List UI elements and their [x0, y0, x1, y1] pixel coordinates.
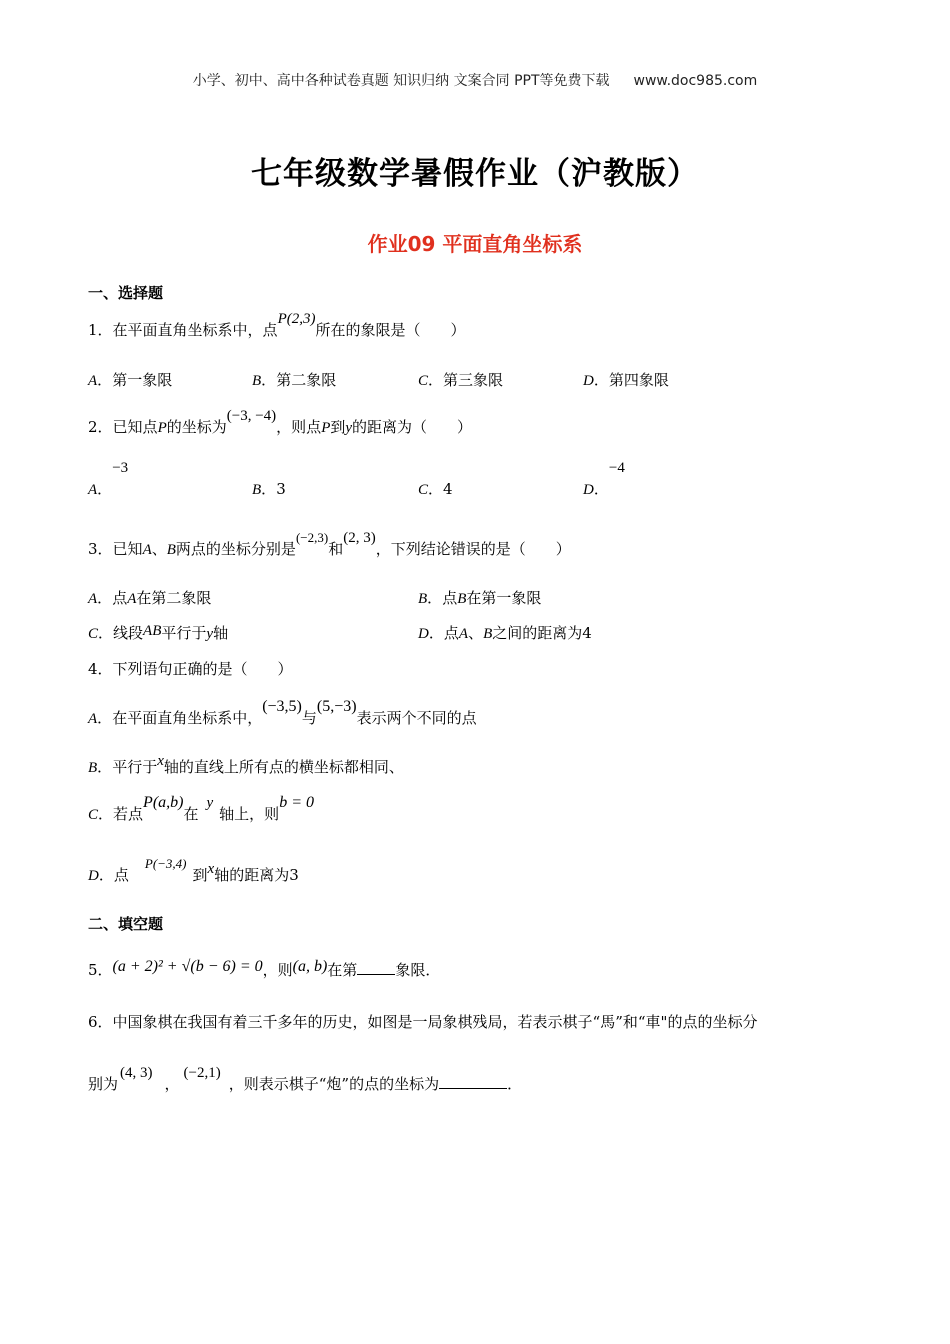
- q4-number: 4．: [88, 660, 113, 678]
- q4-c-y: y: [206, 795, 214, 811]
- q5-math-2: (a, b): [292, 958, 328, 975]
- q3-c-pre: 线段: [113, 624, 144, 642]
- q2-math: (−3, −4): [226, 408, 277, 424]
- question-6: [88, 1011, 757, 1032]
- q1-pre: 在平面直角坐标系中，点: [112, 321, 278, 339]
- q3-option-a[interactable]: A．点A在第二象限: [88, 589, 212, 607]
- q1-option-b[interactable]: B．第二象限: [252, 371, 337, 389]
- q3-b-pre: 点: [442, 589, 458, 607]
- q2-var-p2: P: [321, 420, 331, 436]
- q4-a-math-1: (−3,5): [262, 698, 302, 715]
- q2-var-y: y: [345, 420, 353, 436]
- q4-stem: 下列语句正确的是（ ）: [112, 660, 293, 678]
- q1-post: 所在的象限是（ ）: [315, 321, 466, 339]
- q3-option-c[interactable]: C．线段AB平行于y轴: [88, 623, 229, 642]
- q3-option-d[interactable]: D．点A、B之间的距离为4: [418, 624, 592, 642]
- q1-option-b-text: 第二象限: [276, 371, 337, 389]
- question-6-line-2: [88, 1065, 523, 1094]
- q1-option-c-text: 第三象限: [443, 371, 504, 389]
- q4-option-b[interactable]: B．平行于x轴的直线上所有点的横坐标都相同、: [88, 753, 404, 776]
- q1-option-d-text: 第四象限: [608, 371, 669, 389]
- q3-a-post: 在第二象限: [136, 589, 212, 607]
- q2-number: 2．: [88, 418, 113, 436]
- q2-var-p: P: [157, 420, 167, 436]
- q3-c-mid: 平行于: [161, 624, 207, 642]
- page-header: [0, 70, 950, 90]
- q2-mid3: 到: [330, 418, 346, 436]
- q2-option-a-text: −3: [112, 460, 129, 476]
- q2-post: 的距离为（ ）: [352, 418, 473, 436]
- q3-var-b: B: [166, 542, 176, 558]
- q5-answer-blank[interactable]: [357, 974, 395, 975]
- q4-c-pre: 若点: [113, 805, 144, 823]
- q1-math: P(2,3): [277, 311, 316, 327]
- q2-option-c[interactable]: C．4: [418, 480, 453, 498]
- q2-option-a[interactable]: A．−3: [88, 460, 129, 498]
- q3-var-a: A: [142, 542, 152, 558]
- q3-c-var: AB: [143, 623, 162, 639]
- q1-option-a[interactable]: A．第一象限: [88, 371, 173, 389]
- q5-number: 5．: [88, 961, 113, 979]
- q4-c-mid: 在: [183, 805, 199, 823]
- q4-b-post: 轴的直线上所有点的横坐标都相同、: [163, 758, 404, 776]
- q6-math-2: (−2,1): [183, 1065, 221, 1081]
- q6-comma: ，: [164, 1075, 180, 1093]
- section-fill: 二、填空题: [88, 915, 164, 933]
- q4-c-mid2: 轴上，则: [219, 805, 280, 823]
- q6-end: ．: [507, 1075, 523, 1093]
- q2-option-c-text: 4: [443, 480, 453, 498]
- q4-a-mid: 与: [301, 709, 317, 727]
- q3-option-b[interactable]: B．点B在第一象限: [418, 589, 542, 607]
- q6-math-1: (4, 3): [120, 1065, 153, 1081]
- q4-d-mid: 到: [192, 866, 208, 884]
- q3-c-post: 轴: [213, 624, 229, 642]
- q6-line1: 中国象棋在我国有着三千多年的历史，如图是一局象棋残局，若表示棋子“馬”和“車"的点的坐标分: [112, 1013, 758, 1031]
- q4-d-post: 轴的距离为3: [214, 866, 299, 884]
- q4-a-pre: 在平面直角坐标系中，: [112, 709, 263, 727]
- header-text: 小学、初中、高中各种试卷真题 知识归纳 文案合同 PPT等免费下载: [192, 73, 610, 89]
- q6-pre2: 别为: [88, 1075, 119, 1093]
- q1-number: 1．: [88, 321, 113, 339]
- q4-option-c[interactable]: C．若点P(a,b)在y轴上，则b = 0: [88, 794, 314, 823]
- q4-c-math: P(a,b): [143, 794, 184, 811]
- section-choice: 一、选择题: [88, 284, 164, 302]
- question-2: [88, 408, 473, 437]
- q3-number: 3．: [88, 540, 113, 558]
- q4-d-pre: 点: [113, 866, 129, 884]
- q2-option-b-text: 3: [276, 480, 286, 498]
- q2-mid2: ，则点: [276, 418, 322, 436]
- q3-a-var: A: [127, 591, 137, 607]
- question-3: [88, 530, 571, 559]
- q3-sep: 、: [151, 540, 167, 558]
- q4-c-math-2: b = 0: [279, 794, 314, 811]
- q4-b-pre: 平行于: [112, 758, 158, 776]
- q3-d-b: B: [483, 626, 493, 642]
- q4-d-x: x: [207, 861, 215, 877]
- question-1: [88, 311, 466, 340]
- q3-b-post: 在第一象限: [466, 589, 542, 607]
- question-5: [88, 959, 440, 980]
- q5-post1: 在第: [327, 961, 358, 979]
- header-url[interactable]: www.doc985.com: [633, 73, 758, 89]
- q1-option-c[interactable]: C．第三象限: [418, 371, 504, 389]
- q6-answer-blank[interactable]: [439, 1088, 507, 1089]
- q2-option-b[interactable]: B．3: [252, 480, 286, 498]
- q3-a-pre: 点: [112, 589, 128, 607]
- q2-option-d-text: −4: [608, 460, 625, 476]
- q3-post: ，下列结论错误的是（ ）: [375, 540, 571, 558]
- q3-pre: 已知: [112, 540, 143, 558]
- page-title: 七年级数学暑假作业（沪教版）: [251, 156, 699, 192]
- q2-mid: 的坐标为: [166, 418, 227, 436]
- q4-a-post: 表示两个不同的点: [356, 709, 477, 727]
- q3-b-var: B: [457, 591, 467, 607]
- q3-math-2: (2, 3): [343, 530, 376, 546]
- q2-option-d[interactable]: D．−4: [583, 460, 625, 498]
- q3-mid: 两点的坐标分别是: [175, 540, 296, 558]
- q5-mid: ，则: [262, 961, 293, 979]
- q5-math: (a + 2)² + √(b − 6) = 0: [112, 958, 263, 975]
- q3-d-pre: 点: [443, 624, 459, 642]
- q1-option-a-text: 第一象限: [112, 371, 173, 389]
- q3-d-sep: 、: [468, 624, 484, 642]
- q3-d-a: A: [458, 626, 469, 642]
- q4-option-d[interactable]: D．点P(−3,4)到x轴的距离为3: [88, 856, 299, 884]
- q4-b-x: x: [157, 753, 164, 769]
- q4-option-a[interactable]: A．在平面直角坐标系中，(−3,5)与(5,−3)表示两个不同的点: [88, 698, 477, 727]
- q4-a-math-2: (5,−3): [316, 698, 357, 715]
- q4-d-math: P(−3,4): [144, 856, 187, 871]
- q3-and: 和: [328, 540, 344, 558]
- q6-number: 6．: [88, 1013, 113, 1031]
- page-subtitle: 作业09 平面直角坐标系: [367, 232, 583, 256]
- q3-d-post: 之间的距离为4: [492, 624, 592, 642]
- q6-post2: ，则表示棋子“炮”的点的坐标为: [228, 1075, 440, 1093]
- q5-post2: 象限．: [395, 961, 441, 979]
- q3-c-y: y: [206, 626, 214, 642]
- q2-pre: 已知点: [112, 418, 158, 436]
- question-4: [88, 658, 293, 679]
- q3-math-1: (−2,3): [295, 530, 329, 545]
- q1-option-d[interactable]: D．第四象限: [583, 371, 669, 389]
